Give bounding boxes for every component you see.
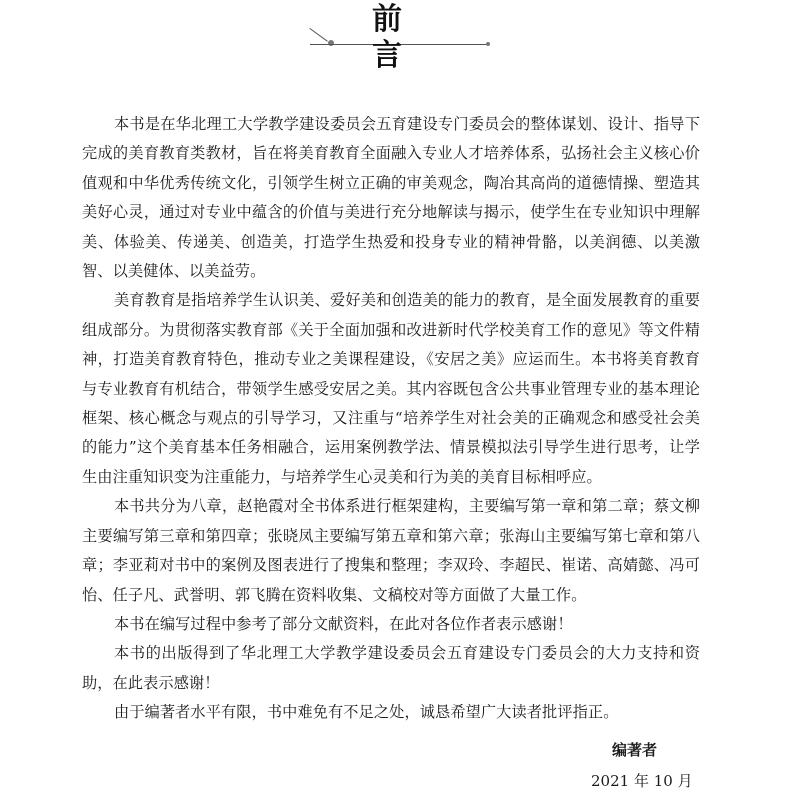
- page-title: 前言: [372, 2, 430, 73]
- paragraph: 由于编著者水平有限，书中难免有不足之处，诚恳希望广大读者批评指正。: [114, 703, 619, 722]
- paragraph: 美育教育是指培养学生认识美、爱好美和创造美的能力的教育，是全面发展教育的重要组成部分。为贯彻落实教育部《关于全面加强和改进新时代学校美育工作的意见》等文件精神，打造美育教育特色，推动专业之美课程建设，《安居之美》应运而生。本书将美育教育与专业教育有机结合，带领学生感受安居之美。其内容既包含公共事业管理专业的基本理论框架、核心概念与观点的引导学习，又注重与“培养学生对社会美的正确观念和感受社会美的能力”这个美育基本任务相融合，运用案例教学法、情景模拟法引导学生进行思考，让学生由注重知识变为注重能力，与培养学生心灵美和行为美的美育目标相呼应。: [82, 291, 700, 486]
- paragraph: 本书共分为八章，赵艳霞对全书体系进行框架建构，主要编写第一章和第二章；蔡文柳主要编写第三章和第四章；张晓凤主要编写第五章和第六章；张海山主要编写第七章和第八章；李亚莉对书中的案例及图表进行了搜集和整理；李双玲、李超民、崔诺、高婧懿、冯可怡、任子凡、武誉明、郭飞腾在资料收集、文稿校对等方面做了大量工作。: [82, 497, 700, 604]
- ornament-dot-right: [486, 42, 490, 46]
- paragraph: 本书是在华北理工大学教学建设委员会五育建设专门委员会的整体谋划、设计、指导下完成的美育教育类教材，旨在将美育教育全面融入专业人才培养体系，弘扬社会主义核心价值观和中华优秀传统文化，引领学生树立正确的审美观念，陶冶其高尚的道德情操、塑造其美好心灵，通过对专业中蕴含的价值与美进行充分地解读与揭示，使学生在专业知识中理解美、体验美、传递美、创造美，打造学生热爱和投身专业的精神骨骼，以美润德、以美激智、以美健体、以美益劳。: [82, 115, 700, 281]
- preface-body: [82, 110, 700, 728]
- ornament-dot-left: [328, 40, 334, 46]
- publication-date: 2021 年 10 月: [591, 772, 693, 790]
- paragraph: 本书在编写过程中参考了部分文献资料，在此对各位作者表示感谢！: [114, 614, 573, 633]
- paragraph: 本书的出版得到了华北理工大学教学建设委员会五育建设专门委员会的大力支持和资助，在此表示感谢！: [82, 644, 700, 692]
- ornament-diagonal-line: [309, 28, 327, 42]
- author-signature: 编著者: [612, 741, 658, 759]
